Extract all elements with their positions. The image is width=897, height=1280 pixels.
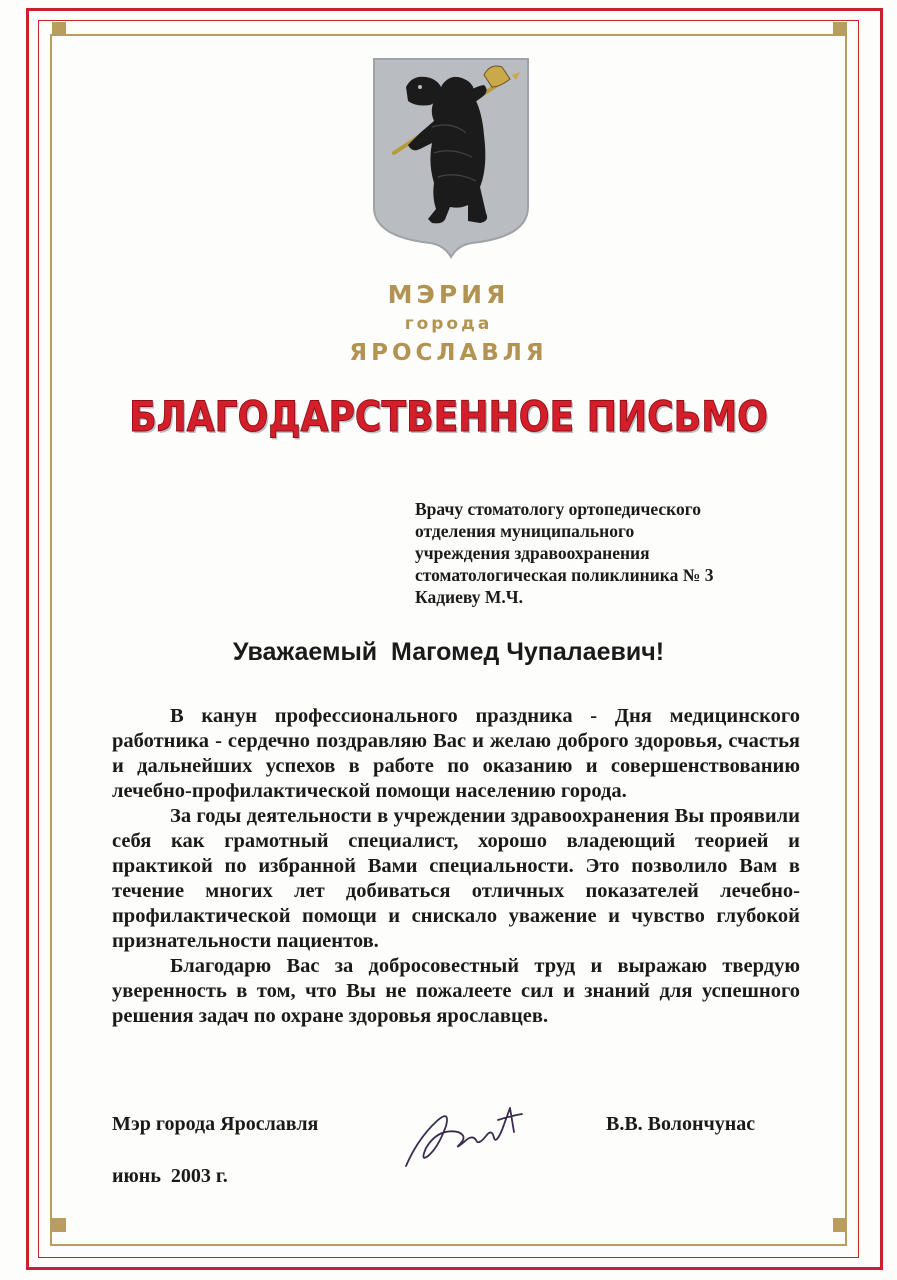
letter-body xyxy=(112,704,800,1029)
corner-ornament-top-right xyxy=(833,22,847,36)
greeting: Уважаемый Магомед Чупалаевич! xyxy=(232,638,665,666)
letter-date: июнь 2003 г. xyxy=(112,1165,228,1187)
paragraph: В канун профессионального праздника - Дня медицинского работника - сердечно поздравляю Вас и желаю доброго здоровья, счастья и дальнейших успехов в работе по оказанию и совершенствованию лечебно-профилактической помощи населению города. xyxy=(112,705,800,802)
corner-ornament-bottom-left xyxy=(52,1218,66,1232)
addressee-block xyxy=(415,498,815,608)
corner-ornament-top-left xyxy=(52,22,66,36)
header-mayoralty: МЭРИЯ xyxy=(387,280,510,309)
addressee-line: Врачу стоматологу ортопедического xyxy=(415,499,702,519)
paragraph: За годы деятельности в учреждении здравоохранения Вы проявили себя как грамотный специалист, хорошо владеющий теорией и практикой по избранной Вами специальности. Это позволило Вам в течение многих лет добиваться отличных показателей лечебно-профилактической помощи и снискало уважение и чувство глубокой признательности пациентов. xyxy=(112,805,800,952)
coat-of-arms-bear-icon xyxy=(372,57,530,259)
header-of-city: города xyxy=(404,314,493,334)
paragraph: Благодарю Вас за добросовестный труд и выражаю твердую уверенность в том, что Вы не пожалеете сил и знаний для успешного решения задач по охране здоровья ярославцев. xyxy=(112,955,800,1027)
addressee-line: Кадиеву М.Ч. xyxy=(415,587,523,607)
addressee-line: стоматологическая поликлиника № 3 xyxy=(415,565,714,585)
addressee-line: отделения муниципального xyxy=(415,521,635,541)
signer-title: Мэр города Ярославля xyxy=(112,1113,319,1135)
addressee-line: учреждения здравоохранения xyxy=(415,543,650,563)
signer-name: В.В. Волончунас xyxy=(606,1113,756,1135)
document-title: БЛАГОДАРСТВЕННОЕ ПИСЬМО xyxy=(129,392,768,441)
header-city-name: ЯРОСЛАВЛЯ xyxy=(349,340,548,366)
handwritten-signature xyxy=(398,1098,528,1173)
corner-ornament-bottom-right xyxy=(833,1218,847,1232)
